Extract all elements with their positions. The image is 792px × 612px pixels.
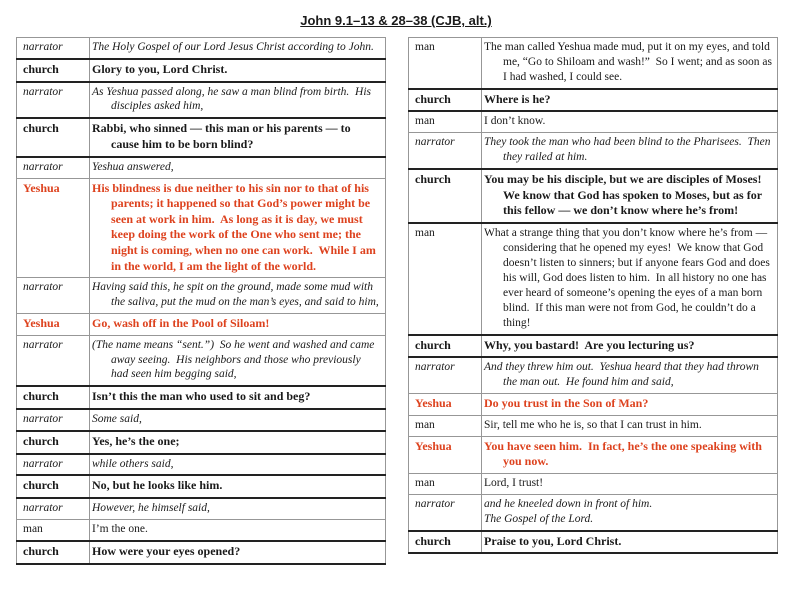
dialog-text <box>90 335 386 386</box>
dialog-row <box>409 223 778 335</box>
dialog-row <box>17 475 386 498</box>
dialog-text-line: Do you trust in the Son of Man? <box>484 396 649 411</box>
dialog-text-line: I don’t know. <box>484 115 546 128</box>
dialog-text <box>90 82 386 119</box>
dialog-row <box>409 169 778 223</box>
speaker-label: church <box>409 335 482 358</box>
speaker-label: man <box>409 111 482 132</box>
speaker-label: Yeshua <box>17 178 90 278</box>
dialog-text-line: Why, you bastard! Are you lecturing us? <box>484 337 695 352</box>
dialog-text <box>482 89 778 112</box>
dialog-text <box>90 157 386 178</box>
speaker-label: narrator <box>409 357 482 393</box>
dialog-text-line: Isn’t this the man who used to sit and beg? <box>92 389 311 404</box>
dialog-row <box>17 498 386 519</box>
dialog-row <box>409 436 778 473</box>
dialog-text <box>90 454 386 476</box>
speaker-label: man <box>17 519 90 540</box>
speaker-label: church <box>17 541 90 564</box>
dialog-text-line: while others said, <box>92 457 174 470</box>
speaker-label: narrator <box>17 335 90 386</box>
dialog-text-line: Yeshua answered, <box>92 160 174 173</box>
dialog-row <box>409 494 778 530</box>
dialog-row <box>17 118 386 156</box>
speaker-label: man <box>409 473 482 494</box>
dialog-text-line: As Yeshua passed along, he saw a man blind from birth. His disciples asked him, <box>92 85 374 113</box>
dialog-text <box>90 59 386 82</box>
dialog-row <box>409 111 778 132</box>
dialog-text <box>482 494 778 530</box>
dialog-text <box>482 394 778 416</box>
dialog-row <box>409 394 778 416</box>
dialog-text <box>482 223 778 335</box>
speaker-label: narrator <box>17 82 90 119</box>
dialog-text-line: Where is he? <box>484 91 551 106</box>
dialog-text-line: However, he himself said, <box>92 502 210 515</box>
dialog-text-line: I’m the one. <box>92 522 148 535</box>
dialog-text <box>482 357 778 393</box>
dialog-text <box>90 409 386 431</box>
dialog-row <box>17 38 386 59</box>
dialog-text-line: Rabbi, who sinned — this man or his parents — to cause him to be born blind? <box>92 121 354 151</box>
dialog-row <box>17 157 386 178</box>
speaker-label: church <box>17 386 90 409</box>
dialog-row <box>17 59 386 82</box>
dialog-text-line: What a strange thing that you don’t know where he’s from — considering that he opened my eyes! We know that God doesn’t listen to sinners; but if anyone fears God and does his will, God does listen to him. In all history no one has ever heard of someone’s opening the eyes of a man born blind. If this man were not from God, he couldn’t do a thing! <box>484 227 773 329</box>
speaker-label: narrator <box>17 278 90 314</box>
dialog-row <box>17 386 386 409</box>
speaker-label: narrator <box>409 133 482 169</box>
right-table-body <box>409 38 778 554</box>
reading-script-right-table <box>408 37 778 554</box>
dialog-row <box>409 89 778 112</box>
speaker-label: narrator <box>17 498 90 519</box>
dialog-row <box>409 38 778 89</box>
dialog-row <box>17 313 386 335</box>
dialog-text <box>482 169 778 223</box>
dialog-text-line: His blindness is due neither to his sin nor to that of his parents; it happened so that God’s power might be seen at work in him. As long as it is day, we must keep doing the work of the One who sent me; the night is coming, when no one can work. While I am in the world, I am the light of the world. <box>92 180 379 273</box>
dialog-row <box>409 335 778 358</box>
dialog-text-line: Praise to you, Lord Christ. <box>484 533 622 548</box>
dialog-text <box>90 118 386 156</box>
dialog-row <box>17 431 386 454</box>
dialog-text <box>482 111 778 132</box>
dialog-row <box>17 519 386 540</box>
dialog-text-line: They took the man who had been blind to the Pharisees. Then they railed at him. <box>484 136 774 164</box>
speaker-label: church <box>17 118 90 156</box>
speaker-label: Yeshua <box>17 313 90 335</box>
speaker-label: church <box>409 169 482 223</box>
dialog-text <box>90 541 386 564</box>
speaker-label: man <box>409 415 482 436</box>
dialog-row <box>409 415 778 436</box>
speaker-label: church <box>409 531 482 554</box>
dialog-text <box>90 278 386 314</box>
dialog-text-line: No, but he looks like him. <box>92 478 223 493</box>
speaker-label: narrator <box>17 157 90 178</box>
dialog-text-line: Go, wash off in the Pool of Siloam! <box>92 315 270 330</box>
dialog-row <box>17 178 386 278</box>
dialog-text-line: Glory to you, Lord Christ. <box>92 61 228 76</box>
dialog-row <box>17 278 386 314</box>
dialog-text <box>482 133 778 169</box>
dialog-row <box>17 541 386 564</box>
dialog-text <box>482 38 778 89</box>
dialog-text <box>90 431 386 454</box>
dialog-text <box>90 178 386 278</box>
dialog-text-line: Lord, I trust! <box>484 476 544 489</box>
dialog-row <box>17 454 386 476</box>
speaker-label: narrator <box>17 38 90 59</box>
dialog-text-line: And they threw him out. Yeshua heard that they had thrown the man out. He found him and said, <box>484 361 762 389</box>
left-table-body <box>17 38 386 564</box>
dialog-row <box>409 357 778 393</box>
speaker-label: church <box>17 431 90 454</box>
dialog-text-line: and he kneeled down in front of him. <box>484 497 653 510</box>
dialog-row <box>409 473 778 494</box>
dialog-text-line: You have seen him. In fact, he’s the one speaking with you now. <box>484 438 765 469</box>
dialog-text <box>482 531 778 554</box>
dialog-text <box>482 415 778 436</box>
dialog-text <box>90 38 386 59</box>
page-title: John 9.1–13 & 28–38 (CJB, alt.) <box>300 13 492 28</box>
dialog-text-line: Having said this, he spit on the ground, made some mud with the saliva, put the mud on the man’s eyes, and said to him, <box>92 281 379 309</box>
dialog-text <box>482 473 778 494</box>
dialog-text-line: Yes, he’s the one; <box>92 433 180 448</box>
dialog-text <box>482 436 778 473</box>
dialog-text <box>90 475 386 498</box>
dialog-text-line: The Holy Gospel of our Lord Jesus Christ according to John. <box>92 41 374 53</box>
dialog-text-line: The Gospel of the Lord. <box>484 512 594 525</box>
dialog-text <box>90 313 386 335</box>
dialog-text-line: (The name means “sent.”) So he went and washed and came away seeing. His neighbors and those who previously had seen him begging said, <box>92 338 378 381</box>
dialog-text-line: Sir, tell me who he is, so that I can trust in him. <box>484 418 702 431</box>
dialog-text-line: You may be his disciple, but we are disciples of Moses! We know that God has spoken to Moses, but as for this fellow — we don’t know where he’s from! <box>484 172 768 218</box>
speaker-label: church <box>17 475 90 498</box>
dialog-text <box>482 335 778 358</box>
speaker-label: Yeshua <box>409 436 482 473</box>
dialog-row <box>17 82 386 119</box>
dialog-row <box>409 133 778 169</box>
dialog-row <box>17 335 386 386</box>
speaker-label: man <box>409 38 482 89</box>
dialog-text-line: How were your eyes opened? <box>92 543 241 558</box>
speaker-label: man <box>409 223 482 335</box>
dialog-text <box>90 386 386 409</box>
speaker-label: church <box>409 89 482 112</box>
dialog-text <box>90 519 386 540</box>
speaker-label: church <box>17 59 90 82</box>
dialog-row <box>409 531 778 554</box>
reading-script-left-table <box>16 37 386 565</box>
dialog-text <box>90 498 386 519</box>
dialog-text-line: Some said, <box>92 412 142 425</box>
speaker-label: narrator <box>17 409 90 431</box>
speaker-label: narrator <box>17 454 90 476</box>
dialog-text-line: The man called Yeshua made mud, put it on my eyes, and told me, “Go to Shiloam and wash!” So I went; and as soon as I had washed, I could see. <box>484 41 775 83</box>
speaker-label: narrator <box>409 494 482 530</box>
speaker-label: Yeshua <box>409 394 482 416</box>
dialog-row <box>17 409 386 431</box>
